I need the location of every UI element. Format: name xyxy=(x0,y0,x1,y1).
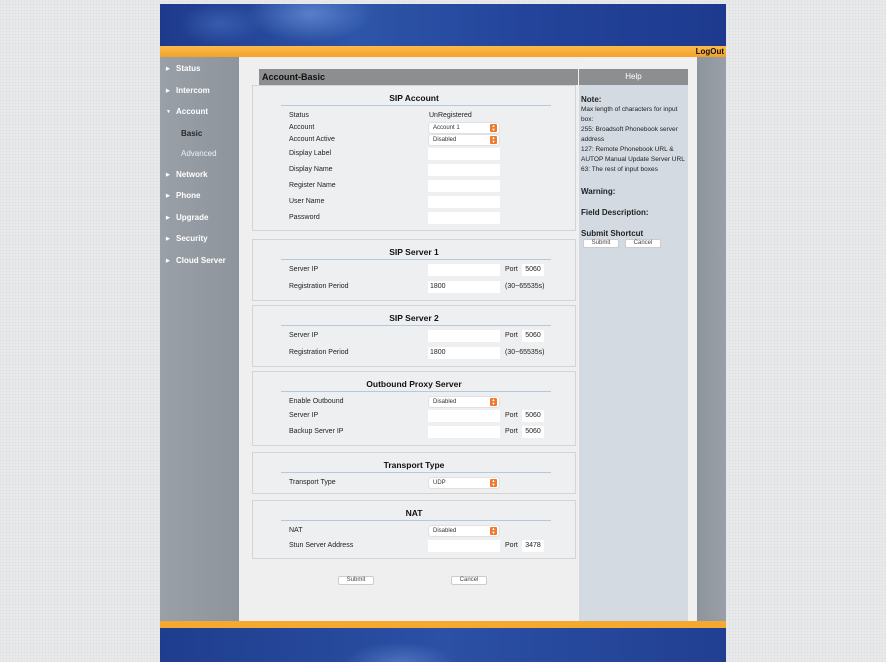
note-line: 255: Broadsoft Phonebook server address xyxy=(581,126,678,143)
divider xyxy=(281,520,551,521)
divider xyxy=(281,391,551,392)
row-registration-period: Registration Period 1800 (30~65535s) xyxy=(289,347,579,359)
section-sip-server-1: SIP Server 1 Server IP Port 5060 Registration Period 1800 (30~65535s) xyxy=(252,239,576,301)
right-sidebar xyxy=(697,57,726,621)
sip1-registration-period-input[interactable] xyxy=(428,281,500,293)
page-frame xyxy=(160,4,726,662)
sip2-server-ip-input[interactable] xyxy=(428,330,500,342)
sidebar-item-account[interactable]: ▼ Account xyxy=(166,107,208,116)
main-content xyxy=(239,57,578,621)
row-server-ip: Server IP Port 5060 xyxy=(289,330,579,342)
logout-link[interactable]: LogOut xyxy=(695,47,724,56)
triangle-right-icon: ▶ xyxy=(166,65,170,72)
row-display-label: Display Label xyxy=(289,148,579,160)
select-caret-icon: ▲ ▼ xyxy=(491,397,496,406)
sidebar-item-network[interactable]: ▶ Network xyxy=(166,170,208,179)
shortcut-cancel-button[interactable]: Cancel xyxy=(625,239,661,248)
section-sip-account xyxy=(252,85,576,231)
sidebar-item-security[interactable]: ▶ Security xyxy=(166,234,208,243)
section-nat: NAT NAT Disabled ▲ ▼ Stun Server Address Port 3478 xyxy=(252,500,576,559)
sidebar xyxy=(160,57,239,621)
sip2-port-input[interactable]: 5060 xyxy=(522,330,544,342)
row-nat: NAT Disabled ▲ ▼ xyxy=(289,525,579,537)
section-title: SIP Account xyxy=(389,93,439,103)
note-line: Max length of characters for input box: xyxy=(581,106,678,123)
triangle-right-icon: ▶ xyxy=(166,235,170,242)
warning-heading: Warning: xyxy=(581,187,616,196)
row-password: Password xyxy=(289,212,579,224)
note-heading: Note: xyxy=(581,95,602,104)
triangle-right-icon: ▶ xyxy=(166,192,170,199)
sidebar-item-upgrade[interactable]: ▶ Upgrade xyxy=(166,213,209,222)
section-sip-server-2: SIP Server 2 Server IP Port 5060 Registration Period 1800 (30~65535s) xyxy=(252,305,576,367)
row-server-ip: Server IP Port 5060 xyxy=(289,264,579,276)
row-register-name: Register Name xyxy=(289,180,579,192)
sip1-server-ip-input[interactable] xyxy=(428,264,500,276)
status-value: UnRegistered xyxy=(429,112,472,119)
divider xyxy=(281,105,551,106)
sidebar-item-status[interactable]: ▶ Status xyxy=(166,64,201,73)
triangle-right-icon: ▶ xyxy=(166,87,170,94)
sidebar-item-advanced[interactable]: Advanced xyxy=(181,149,217,158)
sip1-port-input[interactable]: 5060 xyxy=(522,264,544,276)
row-display-name: Display Name xyxy=(289,164,579,176)
note-line: 63: The rest of input boxes xyxy=(581,166,658,173)
footer-bar xyxy=(160,621,726,628)
display-name-input[interactable] xyxy=(428,164,500,176)
select-caret-icon: ▲ ▼ xyxy=(491,135,496,144)
cancel-button[interactable]: Cancel xyxy=(451,576,487,585)
row-account: Account Account 1 ▲ ▼ xyxy=(289,122,579,134)
display-label-input[interactable] xyxy=(428,148,500,160)
sidebar-item-intercom[interactable]: ▶ Intercom xyxy=(166,86,210,95)
help-title: Help xyxy=(579,69,688,85)
top-bar xyxy=(160,46,726,57)
help-panel xyxy=(578,57,689,621)
note-line: 127: Remote Phonebook URL & AUTOP Manual Update Server URL xyxy=(581,146,685,163)
section-outbound-proxy: Outbound Proxy Server Enable Outbound Disabled ▲ ▼ Server IP Port 5060 Backup Server IP Port 5060 xyxy=(252,371,576,446)
triangle-right-icon: ▶ xyxy=(166,257,170,264)
sidebar-item-basic[interactable]: Basic xyxy=(181,129,203,138)
stun-port-input[interactable]: 3478 xyxy=(522,540,544,552)
row-account-active: Account Active Disabled ▲ ▼ xyxy=(289,134,579,146)
row-enable-outbound: Enable Outbound Disabled ▲ ▼ xyxy=(289,396,579,408)
row-registration-period: Registration Period 1800 (30~65535s) xyxy=(289,281,579,293)
backup-server-ip-input[interactable] xyxy=(428,426,500,438)
sip2-registration-period-input[interactable] xyxy=(428,347,500,359)
select-caret-icon: ▲ ▼ xyxy=(491,526,496,535)
submit-button[interactable]: Submit xyxy=(338,576,374,585)
page-title: Account-Basic xyxy=(259,69,578,85)
row-backup-server-ip: Backup Server IP Port 5060 xyxy=(289,426,579,438)
sidebar-item-cloud-server[interactable]: ▶ Cloud Server xyxy=(166,256,226,265)
triangle-right-icon: ▶ xyxy=(166,171,170,178)
row-user-name: User Name xyxy=(289,196,579,208)
row-stun-server: Stun Server Address Port 3478 xyxy=(289,540,579,552)
triangle-down-icon: ▼ xyxy=(166,108,171,115)
row-transport-type: Transport Type UDP ▲ ▼ xyxy=(289,477,579,489)
user-name-input[interactable] xyxy=(428,196,500,208)
outbound-server-ip-input[interactable] xyxy=(428,410,500,422)
row-server-ip: Server IP Port 5060 xyxy=(289,410,579,422)
transport-type-select[interactable]: UDP ▲ ▼ xyxy=(429,478,499,488)
select-caret-icon: ▲ ▼ xyxy=(491,478,496,487)
triangle-right-icon: ▶ xyxy=(166,214,170,221)
shortcut-submit-button[interactable]: Submit xyxy=(583,239,619,248)
row-status: Status UnRegistered xyxy=(289,110,579,122)
nat-select[interactable]: Disabled ▲ ▼ xyxy=(429,526,499,536)
stun-server-input[interactable] xyxy=(428,540,500,552)
account-active-select[interactable]: Disabled ▲ ▼ xyxy=(429,135,499,145)
divider xyxy=(281,259,551,260)
password-input[interactable] xyxy=(428,212,500,224)
select-caret-icon: ▲ ▼ xyxy=(491,123,496,132)
right-gutter xyxy=(689,57,697,621)
submit-shortcut-heading: Submit Shortcut xyxy=(581,229,644,238)
enable-outbound-select[interactable]: Disabled ▲ ▼ xyxy=(429,397,499,407)
backup-port-input[interactable]: 5060 xyxy=(522,426,544,438)
header-banner xyxy=(160,4,726,46)
account-select[interactable]: Account 1 ▲ ▼ xyxy=(429,123,499,133)
register-name-input[interactable] xyxy=(428,180,500,192)
sidebar-item-phone[interactable]: ▶ Phone xyxy=(166,191,201,200)
divider xyxy=(281,325,551,326)
divider xyxy=(281,472,551,473)
outbound-port-input[interactable]: 5060 xyxy=(522,410,544,422)
field-description-heading: Field Description: xyxy=(581,208,649,217)
footer-banner xyxy=(160,628,726,662)
section-transport-type: Transport Type Transport Type UDP ▲ ▼ xyxy=(252,452,576,494)
